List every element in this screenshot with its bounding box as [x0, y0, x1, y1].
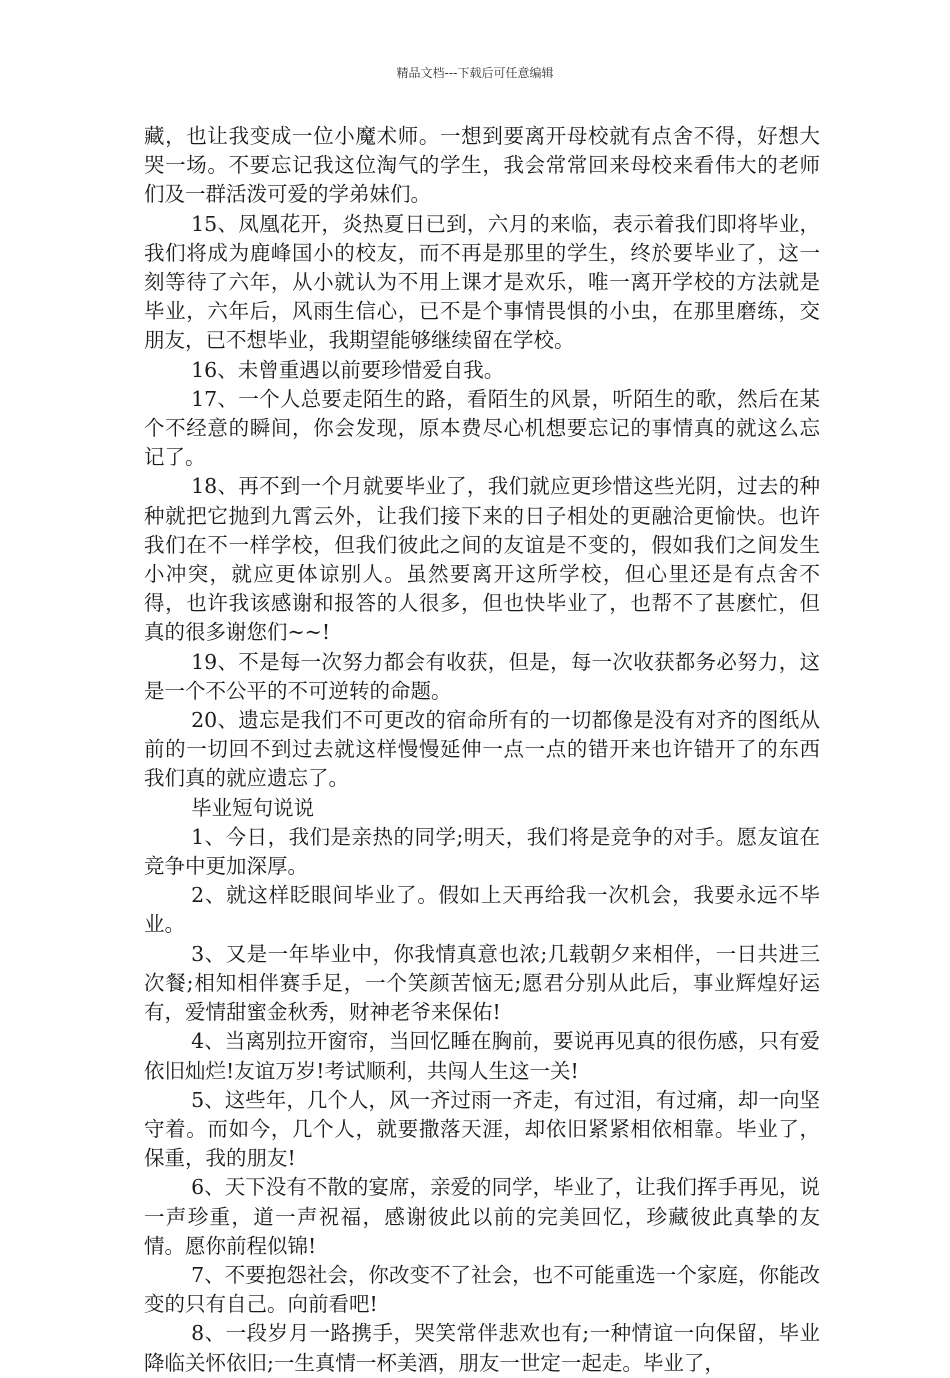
- paragraph: 6、天下没有不散的宴席，亲爱的同学，毕业了，让我们挥手再见，说一声珍重，道一声祝福，感谢彼此以前的完美回忆，珍藏彼此真挚的友情。愿你前程似锦!: [144, 1175, 820, 1258]
- document-body: [144, 122, 820, 1378]
- paragraph: 20、遗忘是我们不可更改的宿命所有的一切都像是没有对齐的图纸从前的一切回不到过去就这样慢慢延伸一点一点的错开来也许错开了的东西我们真的就应遗忘了。: [144, 708, 820, 791]
- paragraph: 18、再不到一个月就要毕业了，我们就应更珍惜这些光阴，过去的种种就把它抛到九霄云外，让我们接下来的日子相处的更融洽更愉快。也许我们在不一样学校，但我们彼此之间的友谊是不变的，假如我们之间发生小冲突，就应更体谅别人。虽然要离开这所学校，但心里还是有点舍不得，也许我该感谢和报答的人很多，但也快毕业了，也帮不了甚麽忙，但真的很多谢您们~~!: [144, 474, 820, 645]
- paragraph: 毕业短句说说: [191, 795, 315, 820]
- paragraph: 5、这些年，几个人，风一齐过雨一齐走，有过泪，有过痛，却一向坚守着。而如今，几个人，就要撒落天涯，却依旧紧紧相依相靠。毕业了，保重，我的朋友!: [144, 1087, 820, 1171]
- paragraph: 1、今日，我们是亲热的同学;明天，我们将是竞争的对手。愿友谊在竞争中更加深厚。: [144, 824, 820, 879]
- paragraph: 8、一段岁月一路携手，哭笑常伴悲欢也有;一种情谊一向保留，毕业降临关怀依旧;一生真情一杯美酒，朋友一世定一起走。毕业了，: [144, 1321, 820, 1375]
- paragraph: 2、就这样眨眼间毕业了。假如上天再给我一次机会，我要永远不毕业。: [144, 883, 820, 937]
- paragraph: 16、未曾重遇以前要珍惜爱自我。: [191, 357, 505, 382]
- paragraph: 15、凤凰花开，炎热夏日已到，六月的来临，表示着我们即将毕业，我们将成为鹿峰国小的校友，而不再是那里的学生，终於要毕业了，这一刻等待了六年，从小就认为不用上课才是欢乐，唯一离开学校的方法就是毕业，六年后，风雨生信心，已不是个事情畏惧的小虫，在那里磨练，交朋友，已不想毕业，我期望能够继续留在学校。: [144, 211, 820, 353]
- paragraph: 19、不是每一次努力都会有收获，但是，每一次收获都务必努力，这是一个不公平的不可逆转的命题。: [144, 649, 820, 703]
- page-header: 精品文档---下载后可任意编辑: [396, 66, 554, 80]
- paragraph: 17、一个人总要走陌生的路，看陌生的风景，听陌生的歌，然后在某个不经意的瞬间，你会发现，原本费尽心机想要忘记的事情真的就这么忘记了。: [144, 386, 820, 470]
- paragraph: 7、不要抱怨社会，你改变不了社会，也不可能重选一个家庭，你能改变的只有自己。向前看吧!: [144, 1262, 820, 1317]
- paragraph: 藏，也让我变成一位小魔术师。一想到要离开母校就有点舍不得，好想大哭一场。不要忘记我这位淘气的学生，我会常常回来母校来看伟大的老师们及一群活泼可爱的学弟妹们。: [144, 124, 820, 207]
- paragraph: 4、当离别拉开窗帘，当回忆睡在胸前，要说再见真的很伤感，只有爱依旧灿烂!友谊万岁!考试顺利，共闯人生这一关!: [144, 1029, 820, 1083]
- paragraph: 3、又是一年毕业中，你我情真意也浓;几载朝夕来相伴，一日共进三次餐;相知相伴赛手足，一个笑颜苦恼无;愿君分别从此后，事业辉煌好运有，爱情甜蜜金秋秀，财神老爷来保佑!: [144, 941, 820, 1025]
